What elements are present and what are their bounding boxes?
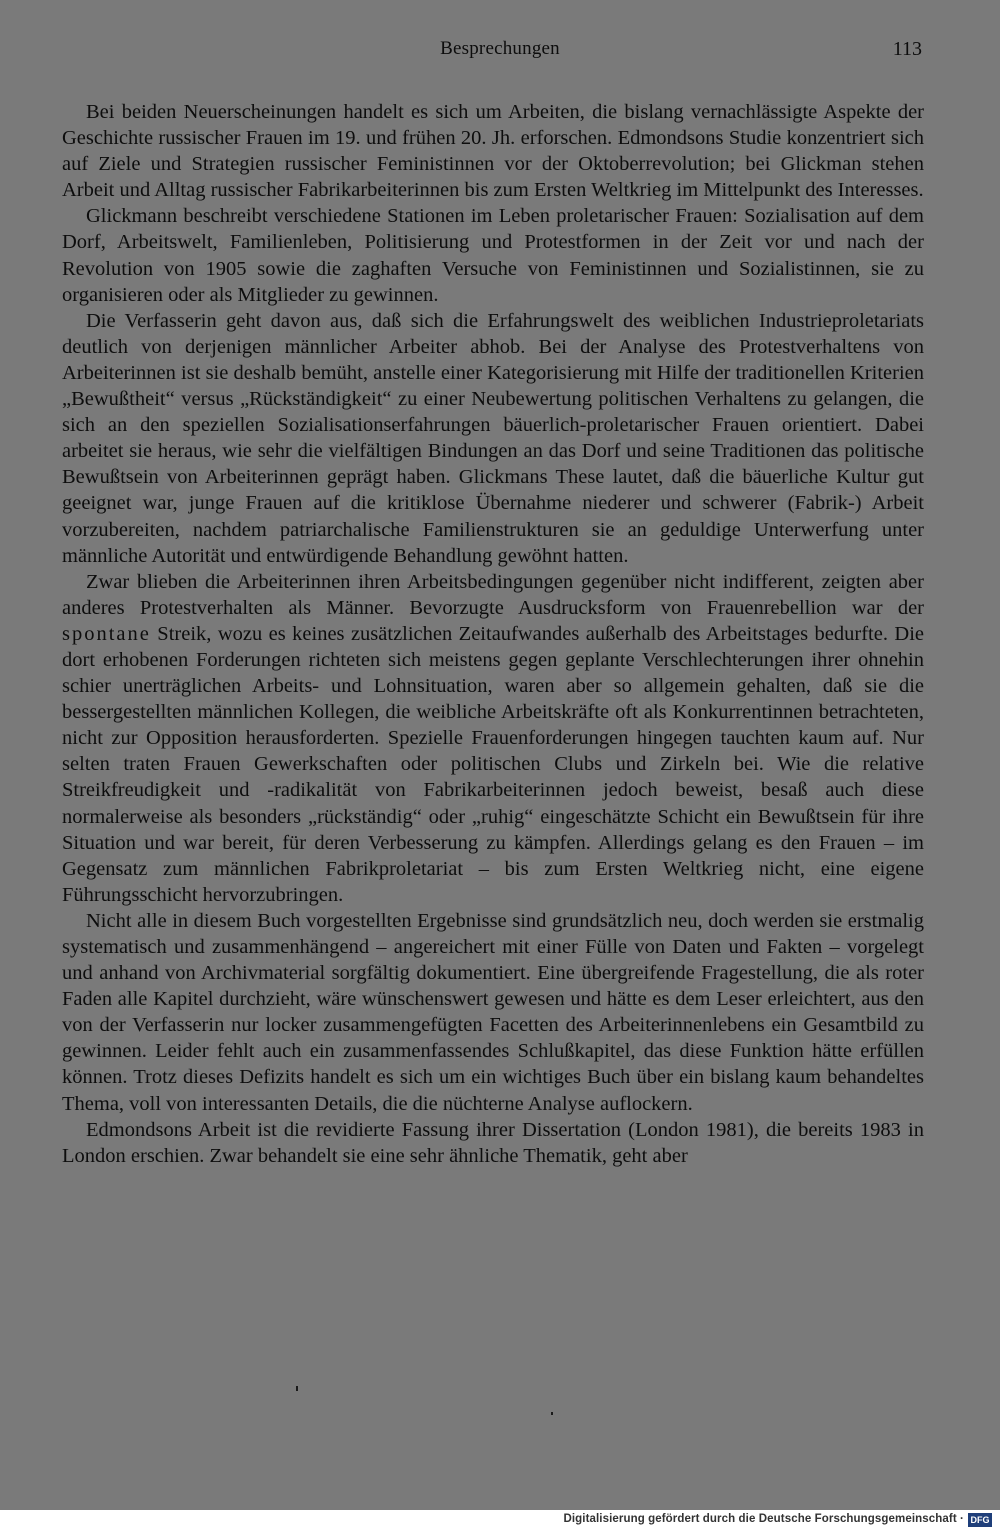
paragraph-2: Glickmann beschreibt verschiedene Stationen im Leben proletarischer Frauen: Sozialisation auf dem Dorf, Arbeitswelt, Familienleben, Politisierung und Protestformen in der Zeit vor und nach der Revolution von 1905 sowie die zaghaften Versuche von Feministinnen und Sozialistinnen, sie zu organisieren oder als Mitglieder zu gewinnen.: [62, 205, 924, 306]
scan-speck: [551, 1412, 553, 1415]
page-number: 113: [892, 38, 922, 60]
digitization-credit: Digitalisierung gefördert durch die Deutsche Forschungsgemeinschaft ·: [563, 1513, 964, 1525]
scan-speck: [296, 1386, 298, 1391]
emphasized-word: spontane: [62, 622, 151, 645]
paragraph-4-part-1: Zwar blieben die Arbeiterinnen ihren Arbeitsbedingungen gegenüber nicht indifferent, zeigten aber anderes Protestverhalten als Männer. Bevorzugte Ausdrucksform von Frauenrebellion war der: [62, 570, 924, 619]
paragraph-4: [62, 569, 924, 908]
dfg-logo: DFG: [968, 1513, 992, 1527]
paragraph-3: Die Verfasserin geht davon aus, daß sich die Erfahrungswelt des weiblichen Industrieproletariats deutlich von derjenigen männlicher Arbeiter abhob. Bei der Analyse des Protestverhaltens von Arbeiterinnen ist sie deshalb bemüht, anstelle einer Kategorisierung mit Hilfe der traditionellen Kriterien „Bewußtheit“ versus „Rückständigkeit“ zu einer Neubewertung politischen Verhaltens zu gelangen, die sich an den speziellen Sozialisationserfahrungen bäuerlich-proletarischer Frauen orientiert. Dabei arbeitet sie heraus, wie sehr die vielfältigen Bindungen an das Dorf und seine Traditionen das politische Bewußtsein von Arbeiterinnen geprägt haben. Glickmans These lautet, daß die bäuerliche Kultur gut geeignet war, junge Frauen auf die kritiklose Übernahme niederer und schwerer (Fabrik-) Arbeit vorzubereiten, nachdem patriarchalische Familienstrukturen sie an geduldige Unterwerfung unter männliche Autorität und entwürdigende Behandlung gewöhnt hatten.: [62, 309, 924, 567]
paragraph-4-part-2: Streik, wozu es keines zusätzlichen Zeitaufwandes außerhalb des Arbeitstages bedurfte. Die dort erhobenen Forderungen richteten sich meistens gegen geplante Verschlechterungen ihrer ohnehin schier unerträglichen Arbeits- und Lohnsituation, waren aber so allgemein gehalten, daß sie die bessergestellten männlichen Kollegen, die weibliche Arbeitskräfte oft als Konkurrentinnen betrachteten, nicht zur Opposition herausforderten. Spezielle Frauenforderungen hingegen tauchten kaum auf. Nur selten traten Frauen Gewerkschaften oder politischen Clubs und Zirkeln bei. Wie die relative Streikfreudigkeit und -radikalität von Fabrikarbeiterinnen jedoch beweist, besaß auch diese normalerweise als besonders „rückständig“ oder „ruhig“ eingeschätzte Schicht ein Bewußtsein für ihre Situation und war bereit, für deren Verbesserung zu kämpfen. Allerdings gelang es den Frauen – im Gegensatz zum männlichen Fabrikproletariat – bis zum Ersten Weltkrieg nicht, eine eigene Führungsschicht hervorzubringen.: [62, 622, 924, 906]
body-text: [62, 99, 924, 1169]
paragraph-5: Nicht alle in diesem Buch vorgestellten Ergebnisse sind grundsätzlich neu, doch werden sie erstmalig systematisch und zusammenhängend – angereichert mit einer Fülle von Daten und Fakten – vorgelegt und anhand von Archivmaterial sorgfältig dokumentiert. Eine übergreifende Fragestellung, die als roter Faden alle Kapitel durchzieht, wäre wünschenswert gewesen und hätte es dem Leser erleichtert, aus den von der Verfasserin nur locker zusammengefügten Facetten des Arbeiterinnenlebens ein Gesamtbild zu gewinnen. Leider fehlt auch ein zusammenfassendes Schlußkapitel, das diese Funktion hätte erfüllen können. Trotz dieses Defizits handelt es sich um ein wichtiges Buch über ein bislang kaum behandeltes Thema, voll von interessanten Details, die die nüchterne Analyse auflockern.: [62, 909, 924, 1115]
running-head: [0, 38, 1000, 64]
digitization-footer: [0, 1510, 1000, 1532]
paragraph-1: Bei beiden Neuerscheinungen handelt es sich um Arbeiten, die bislang vernachlässigte Aspekte der Geschichte russischer Frauen im 19. und frühen 20. Jh. erforschen. Edmondsons Studie konzentriert sich auf Ziele und Strategien russischer Feministinnen vor der Oktoberrevolution; bei Glickman stehen Arbeit und Alltag russischer Fabrikarbeiterinnen bis zum Ersten Weltkrieg im Mittelpunkt des Interesses.: [62, 101, 924, 202]
paragraph-6: Edmondsons Arbeit ist die revidierte Fassung ihrer Dissertation (London 1981), die bereits 1983 in London erschien. Zwar behandelt sie eine sehr ähnliche Thematik, geht aber: [62, 1118, 924, 1167]
running-title: Besprechungen: [440, 38, 560, 59]
